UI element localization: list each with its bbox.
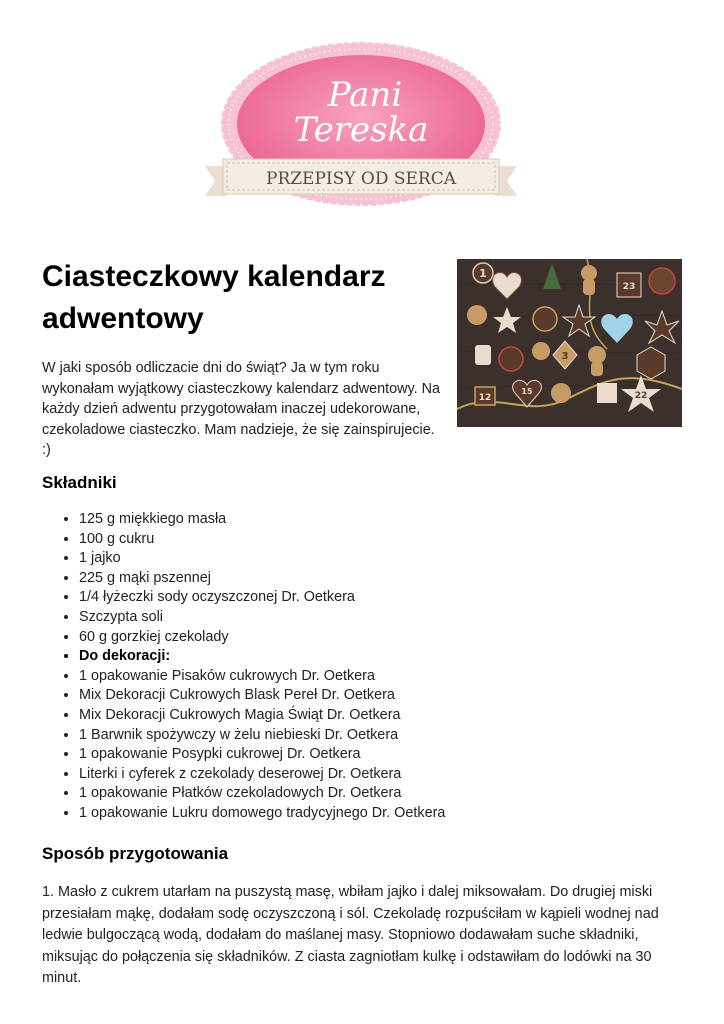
recipe-title: Ciasteczkowy kalendarz adwentowy xyxy=(42,260,386,335)
recipe-intro: W jaki sposób odliczacie dni do świąt? Ja w tym roku wykonałam wyjątkowy ciasteczkowy kalendarz adwentowy. Na każdy dzień adwentu przygotowałam inaczej udekorowane, czekoladowe ciasteczko. Mam nadzieje, że się zainspirujecie. :) xyxy=(42,360,441,458)
pani-tereska-logo xyxy=(205,40,517,216)
ingredients-list xyxy=(42,510,719,824)
ingredient-item: • 225 g mąki pszennej xyxy=(79,569,719,589)
ingredients-heading: Składniki xyxy=(42,473,117,492)
cookie-number-1: 1 xyxy=(479,267,487,280)
ingredient-item: • 125 g miękkiego masła xyxy=(79,510,719,530)
cookie-number-12: 12 xyxy=(478,393,492,403)
preparation-step-1: 1. Masło z cukrem utarłam na puszystą masę, wbiłam jajko i dalej miksowałam. Do drugiej miski przesiałam mąkę, dodałam sodę oczyszczoną i sól. Czekoladę rozpuściłam w kąpieli wodnej nad ledwie bulgoczącą wodą, dodałam do maślanej masy. Stopniowo dodawałam suche składniki, miksując do połączenia się składników. Z ciasta zagniotłam kulkę i odstawiłam do lodówki na 30 minut. xyxy=(42,884,659,986)
ingredient-item: • 1 opakowanie Lukru domowego tradycyjnego Dr. Oetkera xyxy=(79,804,719,824)
ingredient-item: • 1 jajko xyxy=(79,549,719,569)
preparation-heading: Sposób przygotowania xyxy=(42,844,229,863)
ingredient-item: • Mix Dekoracji Cukrowych Magia Świąt Dr. Oetkera xyxy=(79,706,719,726)
ingredient-item: • Literki i cyferek z czekolady deserowej Dr. Oetkera xyxy=(79,765,719,785)
logo-banner-text: PRZEPISY OD SERCA xyxy=(266,169,456,189)
ingredient-item: • 1 opakowanie Posypki cukrowej Dr. Oetkera xyxy=(79,745,719,765)
logo-banner xyxy=(205,159,517,196)
cookie-number-23: 23 xyxy=(622,282,636,292)
cookie-calendar-photo xyxy=(457,259,682,427)
cookie-number-15: 15 xyxy=(521,387,533,396)
ingredient-item: • 60 g gorzkiej czekolady xyxy=(79,628,719,648)
ingredient-item: • 1 Barwnik spożywczy w żelu niebieski Dr. Oetkera xyxy=(79,726,719,746)
cookie-number-3: 3 xyxy=(561,351,569,362)
logo-line1: Pani xyxy=(327,75,403,115)
ingredient-item: • 1/4 łyżeczki sody oczyszczonej Dr. Oetkera xyxy=(79,588,719,608)
ingredient-item: • Mix Dekoracji Cukrowych Blask Pereł Dr. Oetkera xyxy=(79,686,719,706)
ingredient-item: • 1 opakowanie Pisaków cukrowych Dr. Oetkera xyxy=(79,667,719,687)
cookie-number-22: 22 xyxy=(634,391,648,401)
decoration-subheading: • Do dekoracji: xyxy=(79,647,719,667)
logo-line2: Tereska xyxy=(293,110,429,150)
ingredient-item: • Szczypta soli xyxy=(79,608,719,628)
ingredient-item: • 100 g cukru xyxy=(79,530,719,550)
ingredient-item: • 1 opakowanie Płatków czekoladowych Dr. Oetkera xyxy=(79,784,719,804)
